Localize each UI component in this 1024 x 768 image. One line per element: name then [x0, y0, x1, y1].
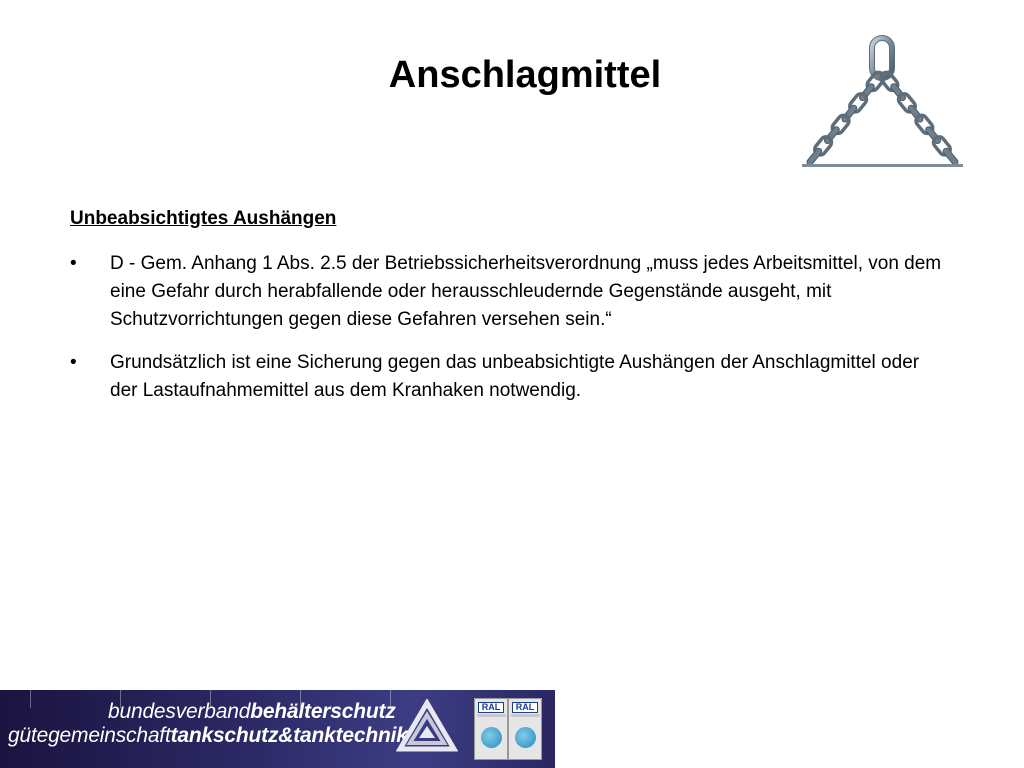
bullet-marker: • — [70, 352, 77, 373]
triangle-logo-icon — [396, 699, 458, 755]
bullet-list — [70, 250, 950, 420]
ral-badge-label: RAL — [512, 702, 538, 713]
ral-seal-icon — [481, 727, 502, 748]
list-item — [70, 349, 950, 405]
footer-organization-name — [108, 700, 396, 724]
list-item — [70, 250, 950, 334]
footer-association-name — [8, 724, 408, 748]
footer-line2-bold: tankschutz&tanktechnik — [170, 724, 408, 747]
bullet-text: D - Gem. Anhang 1 Abs. 2.5 der Betriebssicherheitsverordnung „muss jedes Arbeitsmittel, von dem eine Gefahr durch herabfallende oder herausschleudernde Gegenstände ausgeht, mit Schutzvorrichtungen gegen diese Gefahren versehen sein.“ — [110, 253, 942, 330]
ral-quality-badge — [508, 698, 542, 760]
footer-line2-regular: gütegemeinschaft — [8, 724, 171, 747]
slide-title: Anschlagmittel — [388, 54, 662, 96]
bullet-text: Grundsätzlich ist eine Sicherung gegen das unbeabsichtigte Aushängen der Anschlagmittel oder der Lastaufnahmemittel aus dem Kranhaken notwendig. — [110, 352, 920, 401]
chain-sling-icon — [800, 30, 965, 170]
section-heading: Unbeabsichtigtes Aushängen — [70, 208, 337, 229]
ral-seal-icon — [515, 727, 536, 748]
ral-quality-badge — [474, 698, 508, 760]
footer-banner — [0, 690, 555, 768]
ral-badge-label: RAL — [478, 702, 504, 713]
footer-line1-bold: behälterschutz — [250, 700, 396, 723]
bullet-marker: • — [70, 253, 77, 274]
footer-line1-regular: bundesverband — [108, 700, 251, 723]
